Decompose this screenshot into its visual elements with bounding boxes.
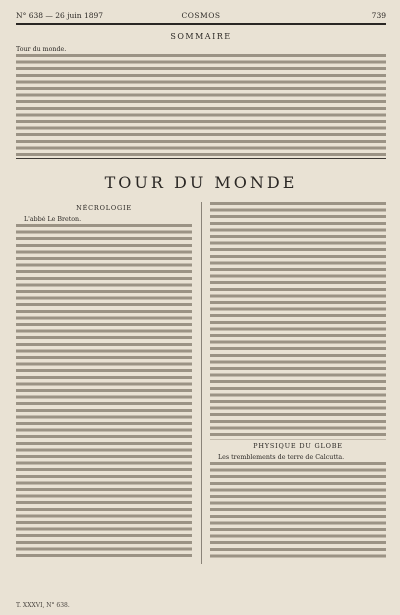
right-column: [210, 202, 386, 564]
page-number: 739: [371, 11, 386, 20]
masthead-rule: [16, 23, 386, 25]
section-title: TOUR DU MONDE: [104, 173, 298, 192]
article-columns: [16, 202, 386, 564]
masthead: [16, 10, 386, 23]
physique-text-lines: [210, 462, 386, 558]
column-divider: [201, 202, 202, 564]
sommaire-lead: Tour du monde.: [16, 46, 67, 53]
necrologie-text-lines: [16, 224, 192, 560]
right-column-text-lines: [210, 202, 386, 440]
physique-heading: PHYSIQUE DU GLOBE: [253, 442, 343, 450]
necrologie-lead: L'abbé Le Breton.: [24, 216, 82, 223]
necrologie-heading: NÉCROLOGIE: [76, 204, 132, 212]
left-column: [16, 202, 192, 564]
sommaire-rule: [16, 158, 386, 159]
sommaire-text-lines: [16, 54, 386, 158]
sommaire-title: SOMMAIRE: [170, 32, 232, 41]
journal-name: COSMOS: [181, 11, 221, 20]
issue-info: N° 638 — 26 juin 1897: [16, 11, 104, 20]
footer-note: T. XXXVI, N° 638.: [16, 602, 70, 609]
physique-lead: Les tremblements de terre de Calcutta.: [218, 454, 345, 461]
sommaire-body: [16, 46, 386, 158]
